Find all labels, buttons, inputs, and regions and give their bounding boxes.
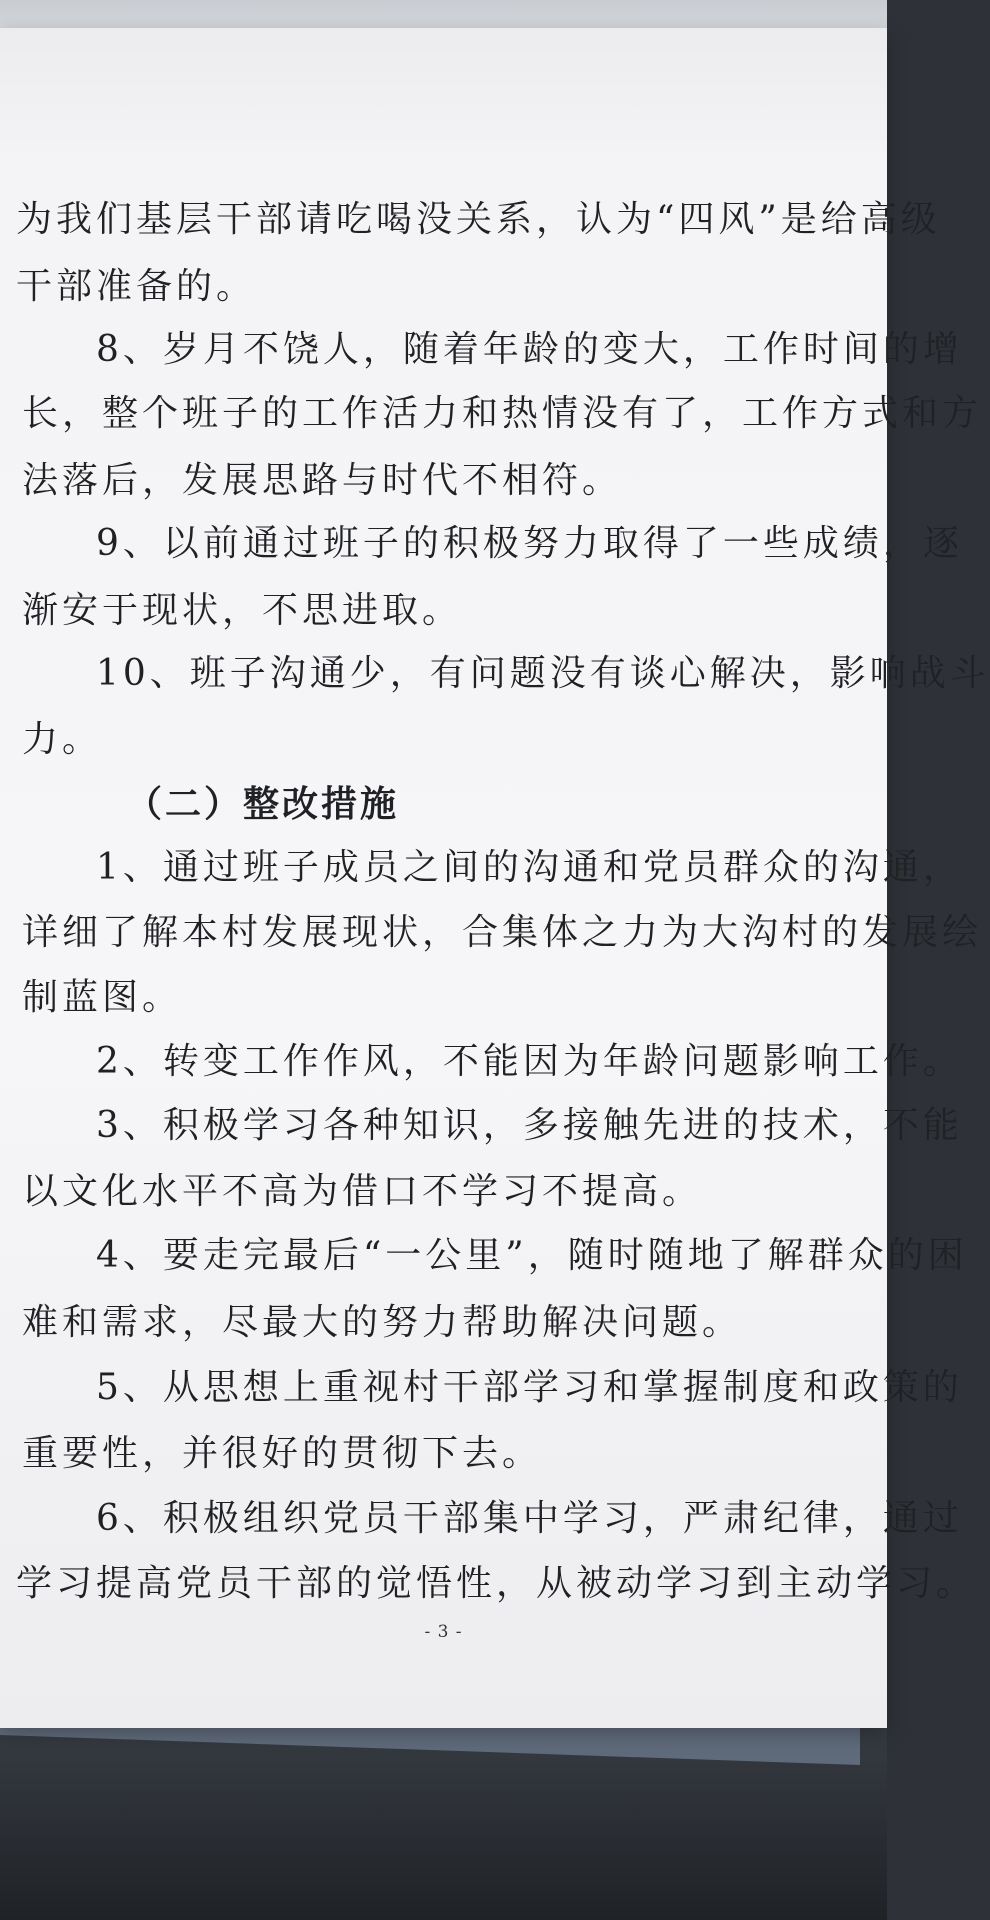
- text-line: 为我们基层干部请吃喝没关系，认为“四风”是给高级: [16, 199, 941, 240]
- text-line: 10、班子沟通少，有问题没有谈心解决，影响战斗: [96, 653, 990, 694]
- text-line: 以文化水平不高为借口不学习不提高。: [22, 1171, 703, 1212]
- section-heading: （二）整改措施: [126, 783, 400, 825]
- text-line: 干部准备的。: [16, 266, 257, 307]
- text-line: 4、要走完最后“一公里”，随时随地了解群众的困: [96, 1235, 968, 1276]
- text-line: 1、通过班子成员之间的沟通和党员群众的沟通，: [96, 847, 963, 888]
- text-line: 5、从思想上重视村干部学习和掌握制度和政策的: [96, 1367, 963, 1408]
- text-line: 渐安于现状，不思进取。: [22, 590, 463, 631]
- page-number: - 3 -: [424, 1622, 463, 1642]
- text-line: 6、积极组织党员干部集中学习，严肃纪律，通过: [96, 1498, 963, 1539]
- text-line: 9、以前通过班子的积极努力取得了一些成绩，逐: [96, 523, 963, 564]
- text-line: 力。: [22, 719, 103, 760]
- text-line: 重要性，并很好的贯彻下去。: [22, 1433, 543, 1474]
- text-line: 8、岁月不饶人，随着年龄的变大，工作时间的增: [96, 329, 963, 370]
- paper-page: [0, 28, 990, 1728]
- text-line: 制蓝图。: [22, 977, 183, 1018]
- text-line: 难和需求，尽最大的努力帮助解决问题。: [22, 1302, 743, 1343]
- text-line: 法落后，发展思路与时代不相符。: [22, 460, 623, 501]
- text-line: 详细了解本村发展现状，合集体之力为大沟村的发展绘: [22, 912, 983, 953]
- text-line: 学习提高党员干部的觉悟性，从被动学习到主动学习。: [16, 1563, 977, 1604]
- text-line: 2、转变工作作风，不能因为年龄问题影响工作。: [96, 1041, 963, 1082]
- text-line: 长，整个班子的工作活力和热情没有了，工作方式和方: [22, 393, 983, 434]
- text-line: 3、积极学习各种知识，多接触先进的技术，不能: [96, 1105, 963, 1146]
